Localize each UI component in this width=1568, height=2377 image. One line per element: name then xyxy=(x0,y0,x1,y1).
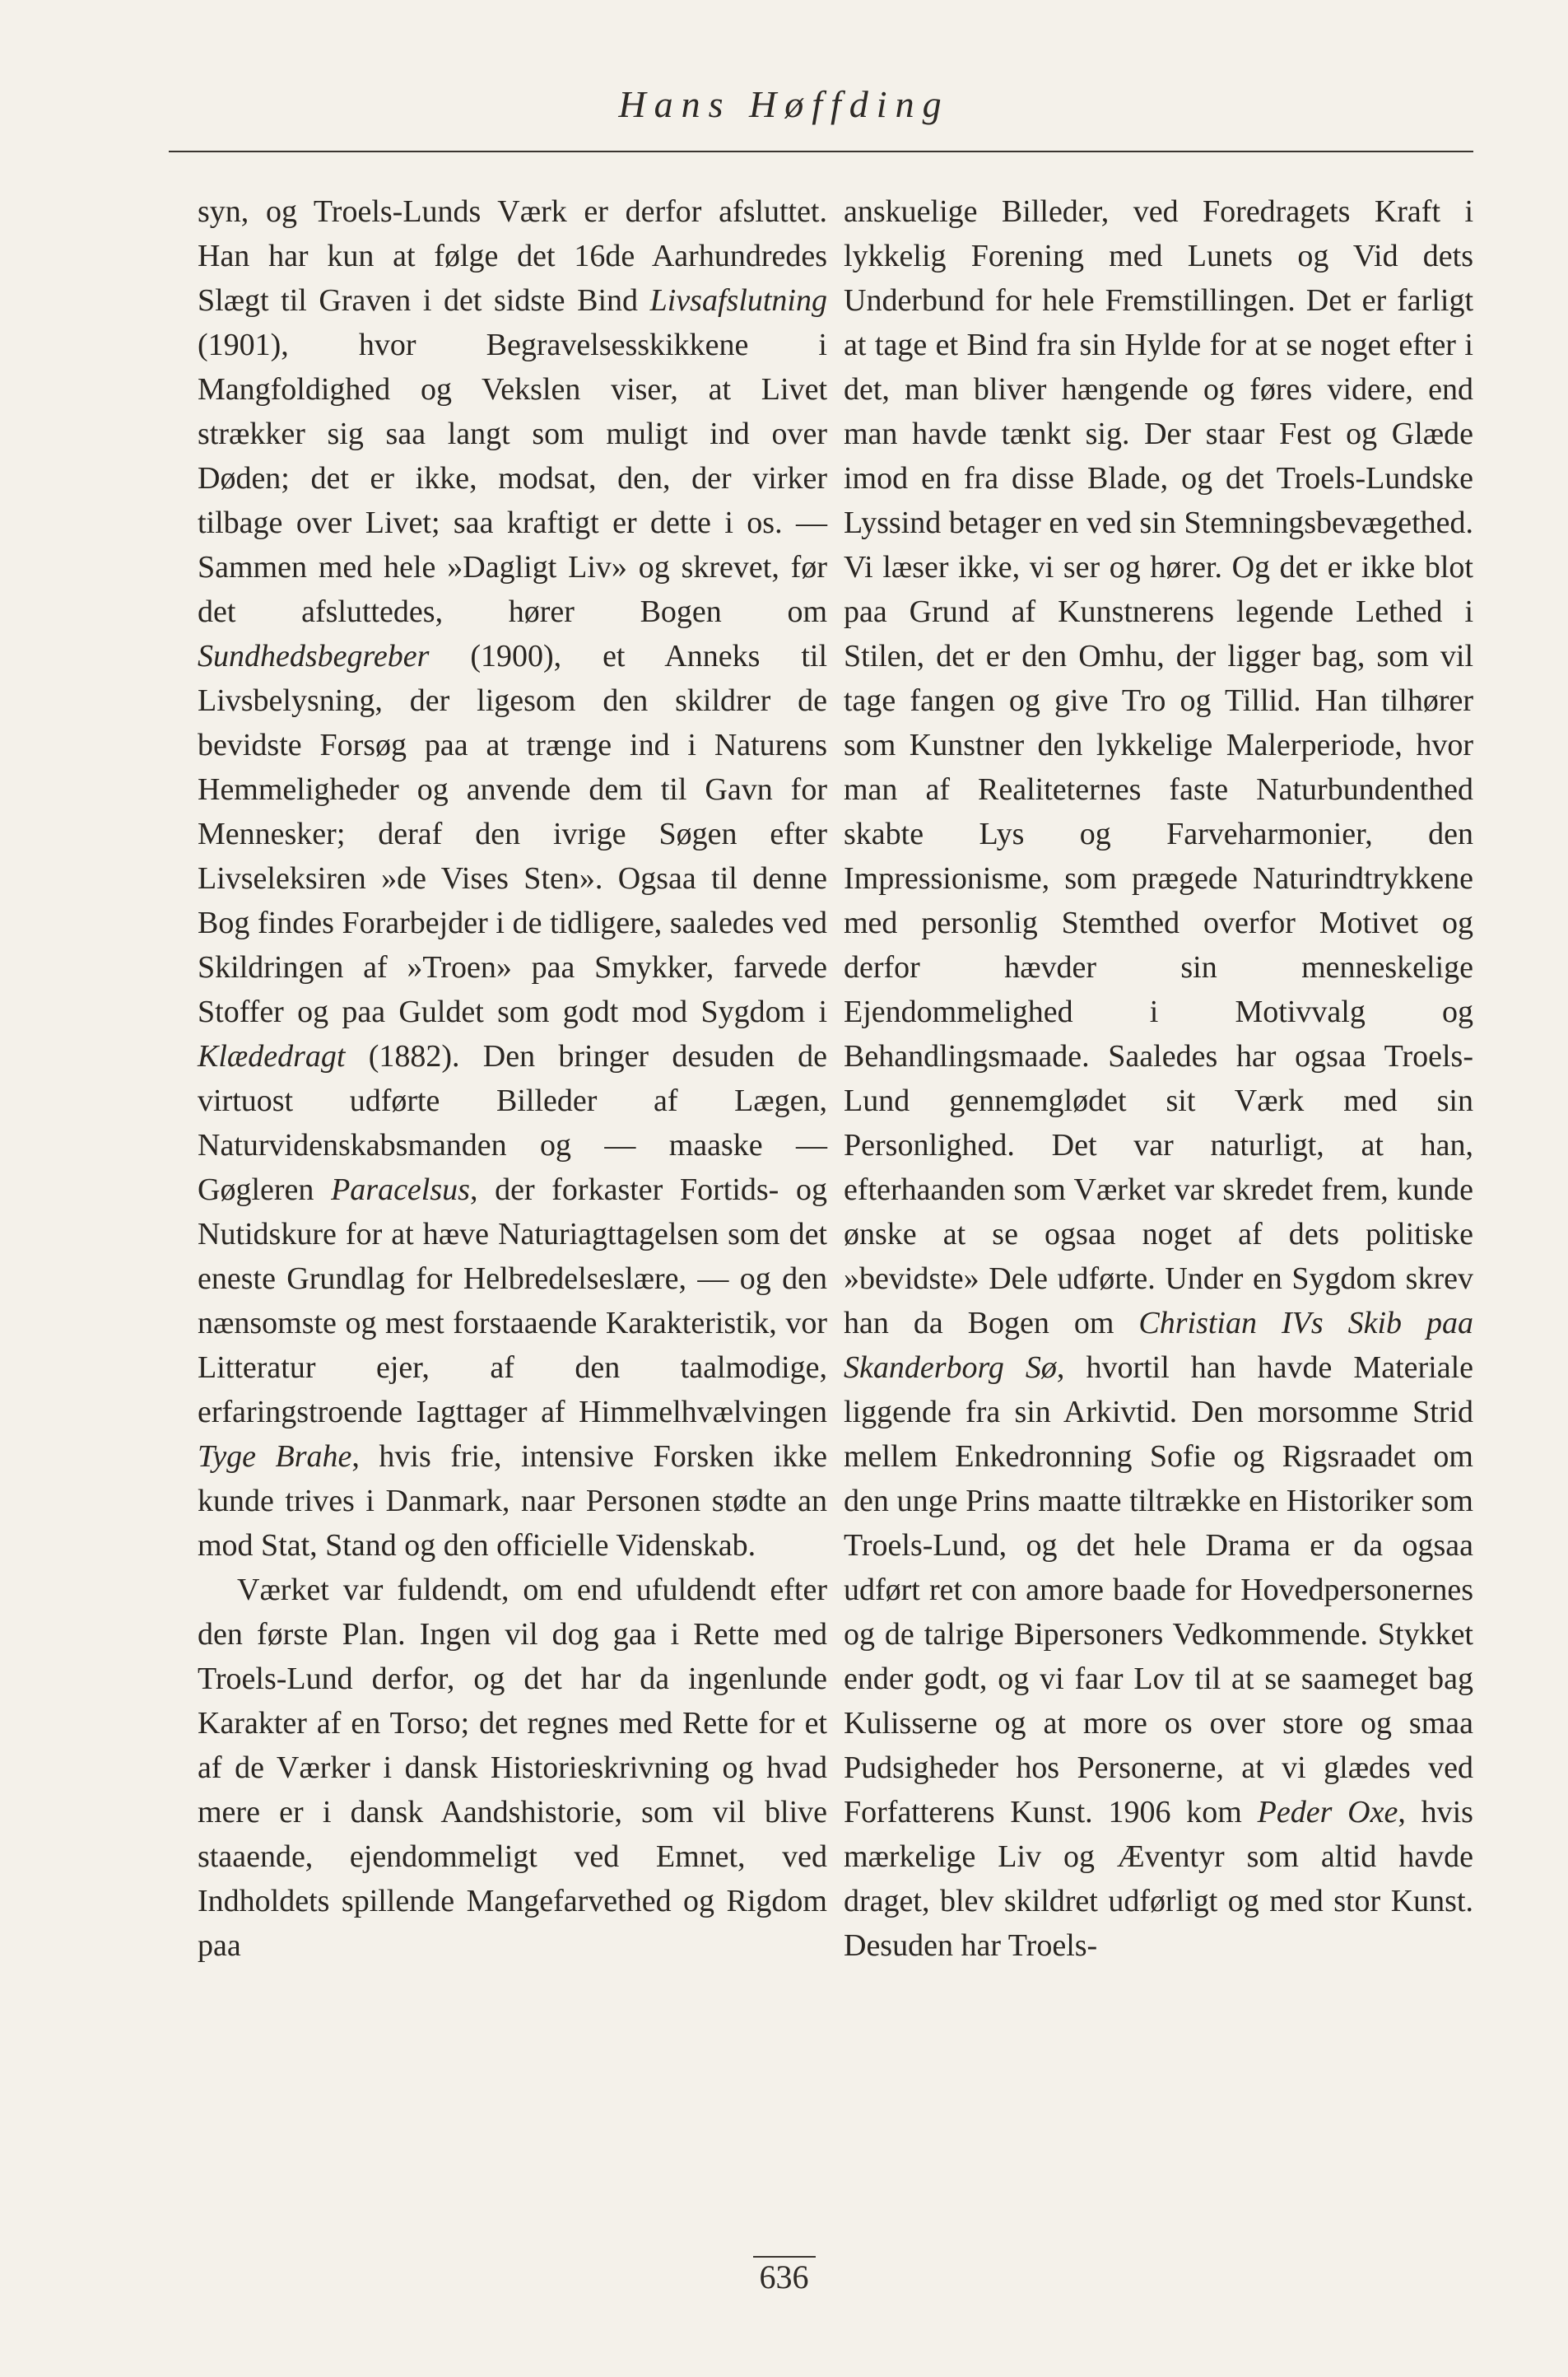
page-number: 636 xyxy=(753,2256,816,2296)
name-paracelsus: Paracelsus xyxy=(331,1172,470,1207)
text-run: , hvis frie, intensive Forsken ikke kunde trives i Danmark, naar Personen stødte an mod Stat, Stand og den officielle Videnskab. xyxy=(198,1439,827,1563)
header-rule xyxy=(169,151,1473,152)
text-run: , hvortil han havde Materiale liggende fra sin Arkivtid. Den morsomme Strid mellem Enkedronning Sofie og Rigsraadet om den unge Prins maatte tiltrække en Historiker som Troels-Lund, og det hele Drama er da ogsaa udført ret con amore baade for Hovedpersonernes og de talrige Bipersoners Vedkommende. Stykket ender godt, og vi faar Lov til at se saameget bag Kulisserne og at more os over store og smaa Pudsigheder hos Personerne, at vi glædes ved Forfatterens Kunst. 1906 kom xyxy=(844,1350,1473,1829)
book-title-christian-ivs-skib: Christian IVs Skib paa Skanderborg Sø xyxy=(844,1306,1473,1385)
left-column xyxy=(198,189,827,2330)
text-run: syn, og Troels-Lunds Værk er derfor afsluttet. Han har kun at følge det 16de Aarhundredes Slægt til Graven i det sidste Bind xyxy=(198,194,827,318)
text-run: anskuelige Billeder, ved Foredragets Kraft i lykkelig Forening med Lunets og Vid dets Underbund for hele Fremstillingen. Det er farligt at tage et Bind fra sin Hylde for at se noget efter i det, man bliver hængende og føres videre, end man havde tænkt sig. Der staar Fest og Glæde imod en fra disse Blade, og det Troels-Lundske Lyssind betager en ved sin Stemningsbevægethed. Vi læser ikke, vi ser og hører. Og det er ikke blot paa Grund af Kunstnerens legende Lethed i Stilen, det er den Omhu, der ligger bag, som vil tage fangen og give Tro og Tillid. Han tilhører som Kunstner den lykkelige Malerperiode, hvor man af Realiteternes faste Naturbundenthed skabte Lys og Farveharmonier, den Impressionisme, som prægede Naturindtrykkene med personlig Stemthed overfor Motivet og derfor hævder sin menneskelige Ejendommelighed i Motivvalg og Behandlingsmaade. Saaledes har ogsaa Troels-Lund gennemglødet sit Værk med sin Personlighed. Det var naturligt, at han, efterhaanden som Værket var skredet frem, kunde ønske at se ogsaa noget af dets politiske »bevidste» Dele udførte. Under en Sygdom skrev han da Bogen om xyxy=(844,194,1473,1340)
book-title-sundhedsbegreber: Sundhedsbegreber xyxy=(198,639,430,673)
right-paragraph xyxy=(844,189,1473,1968)
name-tyge-brahe: Tyge Brahe xyxy=(198,1439,352,1474)
text-run: (1901), hvor Begravelsesskikkene i Mangfoldighed og Vekslen viser, at Livet strækker sig saa langt som muligt ind over Døden; det er ikke, modsat, den, der virker tilbage over Livet; saa kraftigt er dette i os. — Sammen med hele »Dagligt Liv» og skrevet, før det afsluttedes, hører Bogen om xyxy=(198,328,827,629)
text-run: , hvis mærkelige Liv og Æventyr som altid havde draget, blev skildret udførligt og med stor Kunst. Desuden har Troels- xyxy=(844,1795,1473,1963)
text-run: , der forkaster Fortids- og Nutidskure for at hæve Naturiagttagelsen som det eneste Grundlag for Helbredelseslære, — og den nænsomste og mest forstaaende Karakteristik, vor Litteratur ejer, af den taalmodige, erfaringstroende Iagttager af Himmelhvælvingen xyxy=(198,1172,827,1429)
page-number-footer xyxy=(0,2256,1568,2296)
left-paragraph-2: Værket var fuldendt, om end ufuldendt efter den første Plan. Ingen vil dog gaa i Rette med Troels-Lund derfor, og det har da ingenlunde Karakter af en Torso; det regnes med Rette for et af de Værker i dansk Historieskrivning og hvad mere er i dansk Aandshistorie, som vil blive staaende, ejendommeligt ved Emnet, ved Indholdets spillende Mangefarvethed og Rigdom paa xyxy=(198,1573,827,1963)
right-column xyxy=(844,189,1473,2330)
left-paragraph-1 xyxy=(198,189,827,1568)
text-run: (1900), et Anneks til Livsbelysning, der ligesom den skildrer de bevidste Forsøg paa at trænge ind i Naturens Hemmeligheder og anvende dem til Gavn for Mennesker; deraf den ivrige Søgen efter Livseleksiren »de Vises Sten». Ogsaa til denne Bog findes Forarbejder i de tidligere, saaledes ved Skildringen af »Troen» paa Smykker, farvede Stoffer og paa Guldet som godt mod Sygdom i xyxy=(198,639,827,1029)
running-header: Hans Høffding xyxy=(618,83,950,125)
book-title-livsafslutning: Livsafslutning xyxy=(649,283,827,318)
book-title-klaededragt: Klædedragt xyxy=(198,1039,346,1074)
text-run: (1882). Den bringer desuden de virtuost udførte Billeder af Lægen, Naturvidenskabsmanden og — maaske — Gøgleren xyxy=(198,1039,827,1207)
book-title-peder-oxe: Peder Oxe xyxy=(1257,1795,1398,1829)
